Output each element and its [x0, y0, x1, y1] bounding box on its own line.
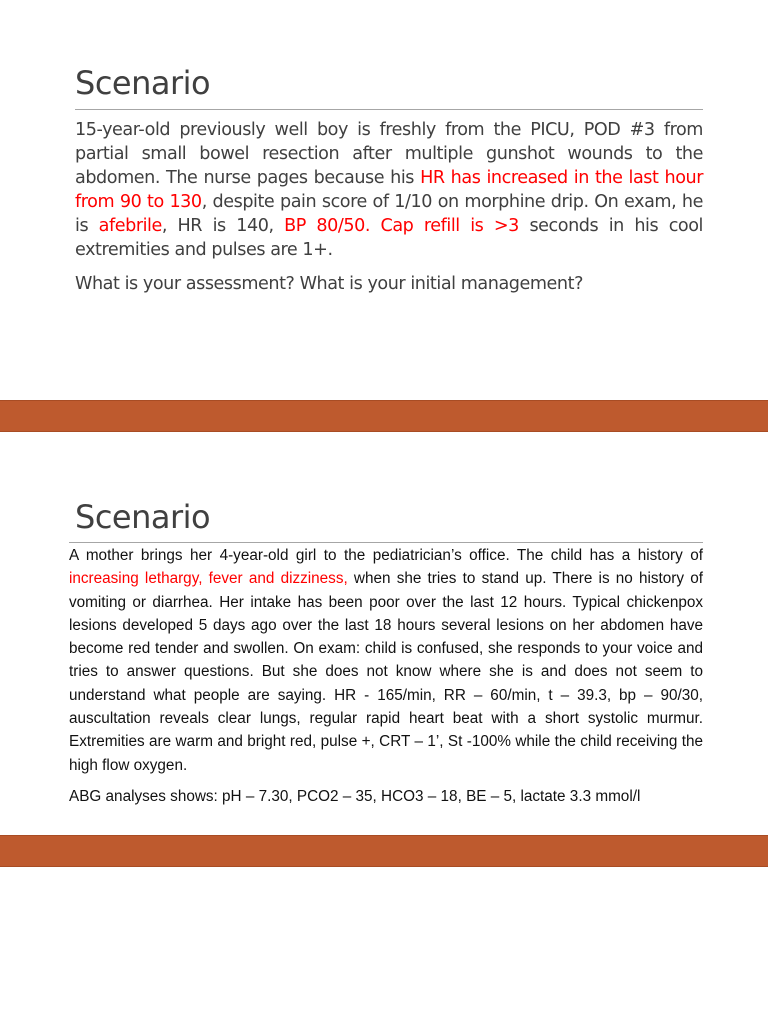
- slide-title: Scenario: [75, 498, 211, 536]
- scenario-paragraph: [69, 544, 703, 777]
- slide-separator-band: [0, 400, 768, 432]
- text-run: , despite pain score of 1/10 on morphine drip. On exam, he is: [75, 192, 704, 236]
- text-run: when she tries to stand up. There is no history of vomiting or diarrhea. Her intake has been poor over the last 12 hours. Typical chickenpox lesions developed 5 days ago over the last 18 hours several lesions on her abdomen have become red tender and swollen. On exam: child is confused, she responds to your voice and tries to answer questions. But she does not know where she is and does not seem to understand what people are saying. HR - 165/min, RR – 60/min, t – 39.3, bp – 90/30, auscultation reveals clear lungs, regular rapid heart beat with a short systolic murmur. Extremities are warm and bright red, pulse +, CRT – 1’, St -100% while the child receiving the high flow oxygen.: [69, 570, 703, 774]
- abg-paragraph: ABG analyses shows: pH – 7.30, PCO2 – 35, HCO3 – 18, BE – 5, lactate 3.3 mmol/l: [69, 787, 641, 805]
- highlight-text: BP 80/50. Cap refill is >3: [284, 216, 519, 236]
- highlight-text: afebrile: [98, 216, 162, 236]
- slide-1: [0, 0, 768, 400]
- title-divider: [69, 542, 703, 543]
- scenario-paragraph: [75, 118, 703, 262]
- highlight-text: increasing lethargy, fever and dizziness,: [69, 570, 348, 588]
- text-run: , HR is 140,: [161, 216, 285, 236]
- title-divider: [75, 109, 703, 110]
- slide-separator-band: [0, 835, 768, 867]
- highlight-text: HR has increased in the last hour from 90 to 130: [75, 168, 703, 212]
- slide-title: Scenario: [75, 64, 211, 102]
- slide-2: [0, 432, 768, 836]
- text-run: A mother brings her 4-year-old girl to the pediatrician’s office. The child has a history of: [69, 547, 703, 564]
- slide-body: [69, 544, 703, 808]
- text-run: 15-year-old previously well boy is freshly from the PICU, POD #3 from partial small bowel resection after multiple gunshot wounds to the abdomen. The nurse pages because his: [75, 120, 703, 188]
- question-paragraph: What is your assessment? What is your initial management?: [75, 274, 583, 294]
- text-run: seconds in his cool extremities and pulses are 1+.: [75, 216, 704, 260]
- slide-body: [75, 118, 703, 296]
